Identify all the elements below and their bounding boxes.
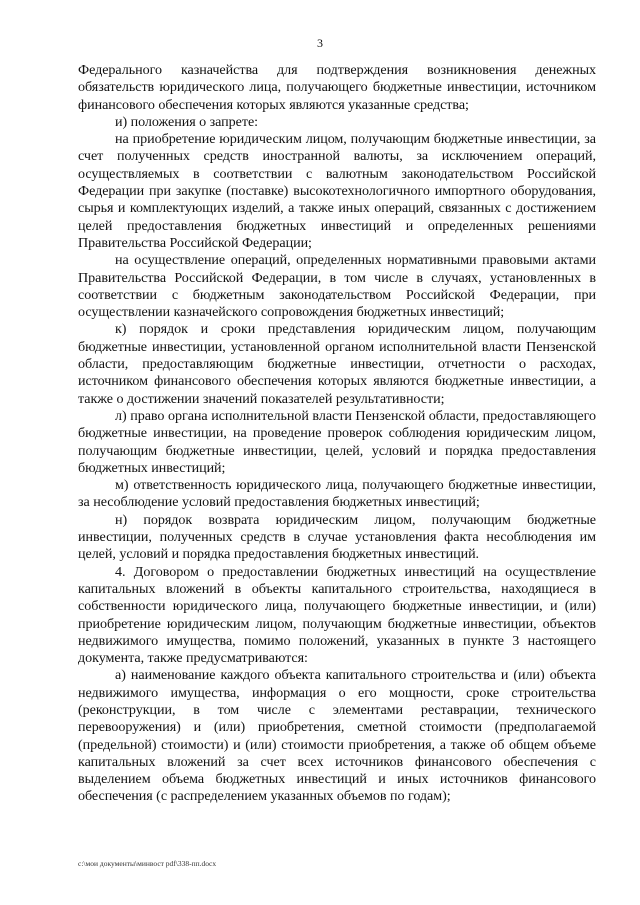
paragraph-item-i: и) положения о запрете:	[115, 113, 259, 130]
paragraph-prohibition-operations: на осуществление операций, определенных нормативными правовыми актами Правительства Российской Федерации, в том числе в случаях, установленных в соответствии с бюджетным законодательством Российской Федерации, при осуществлении казначейского сопровождения бюджетных инвестиций;	[78, 252, 596, 321]
paragraph-item-l: л) право органа исполнительной власти Пензенской области, предоставляющего бюджетные инвестиции, на проведение проверок соблюдения юридическим лицом, получающим бюджетные инвестиции, целей, условий и порядка предоставления бюджетных инвестиций;	[78, 407, 596, 476]
page-number: 3	[317, 36, 323, 50]
paragraph-prohibition-currency: на приобретение юридическим лицом, получающим бюджетные инвестиции, за счет полученных средств иностранной валюты, за исключением операций, осуществляемых в соответствии с валютным законодательством Российской Федерации при закупке (поставке) высокотехнологичного импортного оборудования, сырья и комплектующих изделий, а также иных операций, связанных с достижением целей предоставления бюджетных инвестиций и определенных решениями Правительства Российской Федерации;	[78, 131, 596, 251]
paragraph-item-a: а) наименование каждого объекта капитального строительства и (или) объекта недвижимого имущества, информация о его мощности, сроке строительства (реконструкции, в том числе с элементами реставрации, технического перевооружения) и (или) приобретения, сметной стоимости (предполагаемой (предельной) стоимости) и (или) стоимости приобретения, а также об общем объеме капитальных вложений за счет всех источников финансового обеспечения с выделением объема бюджетных инвестиций и иных источников финансового обеспечения (с распределением указанных объемов по годам);	[78, 667, 596, 805]
paragraph-item-n: н) порядок возврата юридическим лицом, получающим бюджетные инвестиции, полученных средств в случае установления факта несоблюдения им целей, условий и порядка предоставления бюджетных инвестиций.	[78, 511, 596, 563]
paragraph-continuation: Федерального казначейства для подтверждения возникновения денежных обязательств юридического лица, получающего бюджетные инвестиции, источником финансового обеспечения которых являются указанные средства;	[78, 62, 596, 113]
paragraph-item-k: к) порядок и сроки представления юридическим лицом, получающим бюджетные инвестиции, установленной органом исполнительной власти Пензенской области, предоставляющим бюджетные инвестиции, отчетности о расходах, источником финансового обеспечения которых являются бюджетные инвестиции, а также о достижении значений показателей результативности;	[78, 321, 596, 407]
paragraph-clause-4: 4. Договором о предоставлении бюджетных инвестиций на осуществление капитальных вложений в объекты капитального строительства, находящиеся в собственности юридического лица, получающего бюджетные инвестиции, и (или) приобретение юридическим лицом, получающим бюджетные инвестиции, объектов недвижимого имущества, помимо положений, указанных в пункте 3 настоящего документа, также предусматриваются:	[78, 563, 596, 667]
document-body	[78, 62, 596, 806]
footer-file-path: c:\мои документы\минвост pdf\338-пп.docx	[78, 859, 217, 868]
paragraph-item-m: м) ответственность юридического лица, получающего бюджетные инвестиции, за несоблюдение условий предоставления бюджетных инвестиций;	[78, 477, 596, 511]
